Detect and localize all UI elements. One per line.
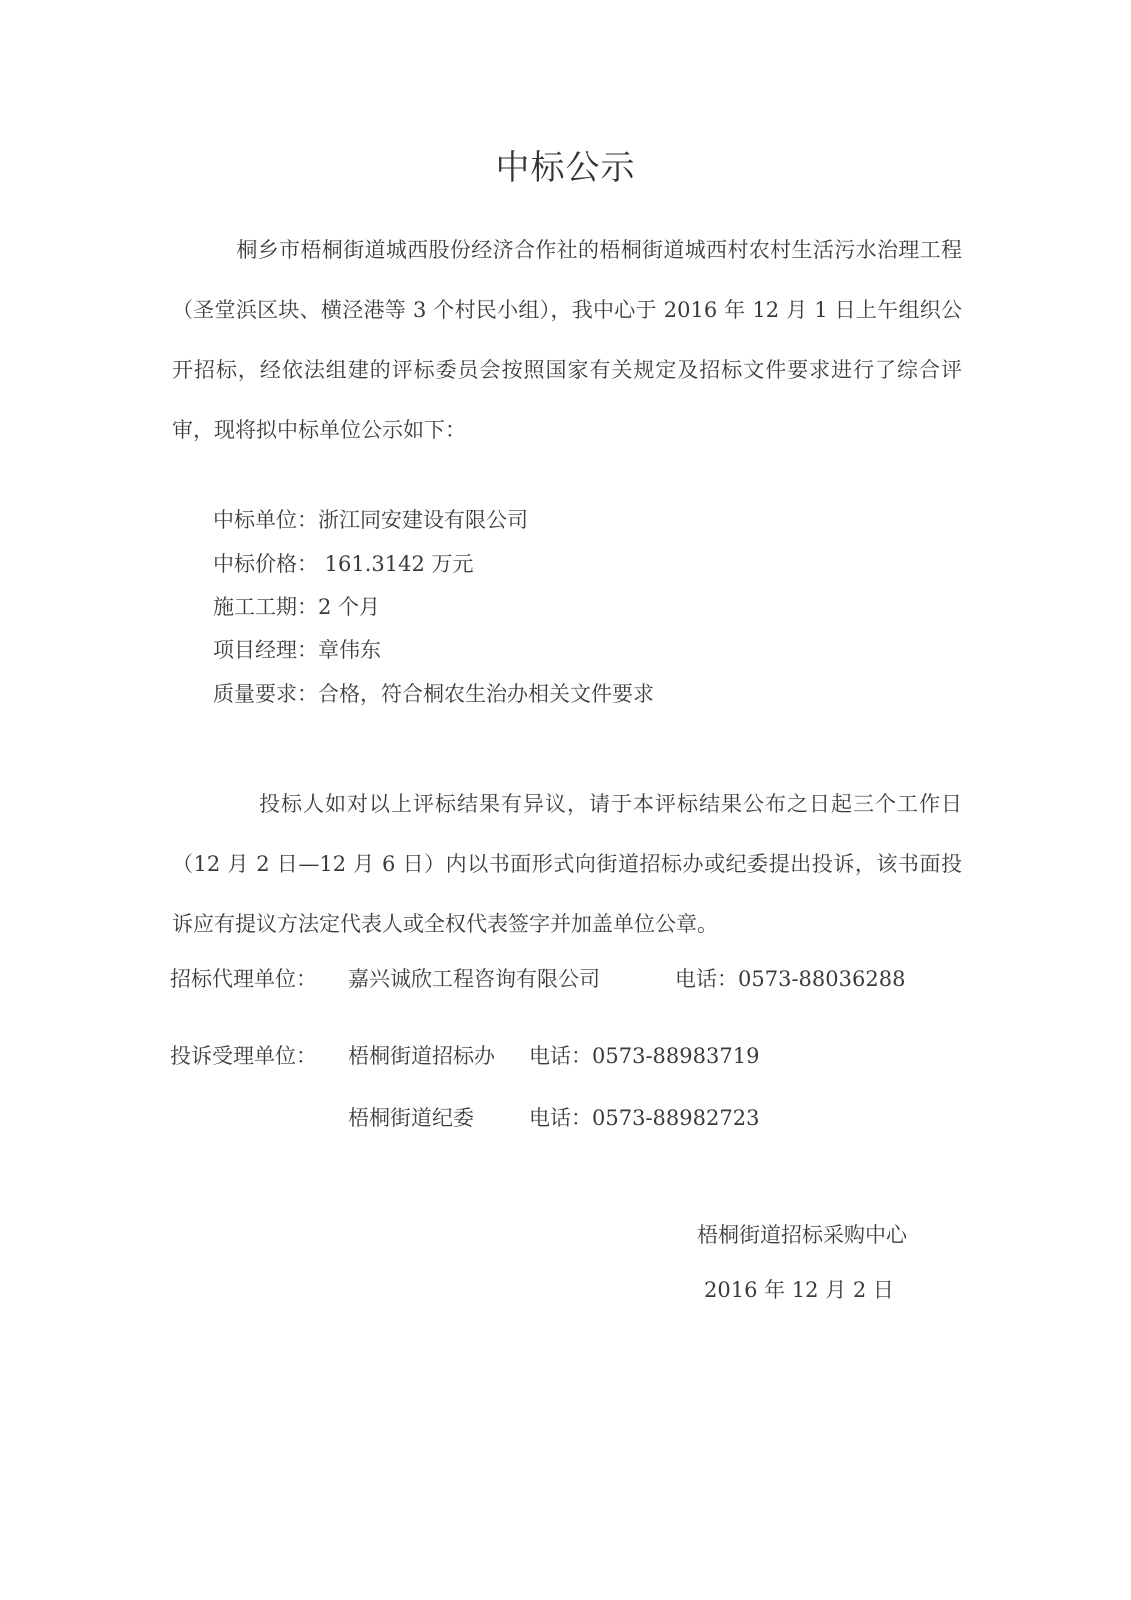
complaint-unit-name: 梧桐街道纪委	[348, 1106, 474, 1130]
complaint-unit-name: 梧桐街道招标办	[348, 1044, 495, 1068]
detail-label: 中标单位：	[213, 508, 318, 532]
objection-text: 投标人如对以上评标结果有异议，请于本评标结果公布之日起三个工作日（12 月 2 日—12 月 6 日）内以书面形式向街道招标办或纪委提出投诉，该书面投诉应有提议方法定代表人或全权代表签字并加盖单位公章。	[172, 792, 962, 936]
detail-row-price	[213, 548, 474, 578]
complaint-unit-phone: 电话：0573-88982723	[529, 1106, 760, 1130]
signature-org: 梧桐街道招标采购中心	[697, 1223, 907, 1247]
detail-value: 合格，符合桐农生治办相关文件要求	[318, 682, 654, 706]
detail-label: 施工工期：	[213, 595, 318, 619]
document-title: 中标公示	[495, 148, 636, 188]
complaint-label: 投诉受理单位：	[170, 1044, 317, 1068]
detail-value: 浙江同安建设有限公司	[318, 508, 528, 532]
agent-phone: 电话：0573-88036288	[675, 967, 906, 991]
detail-row-quality	[213, 678, 654, 708]
signature-date: 2016 年 12 月 2 日	[704, 1278, 894, 1302]
detail-value: 章伟东	[318, 638, 381, 662]
detail-label: 项目经理：	[213, 638, 318, 662]
detail-value: 2 个月	[318, 595, 381, 619]
detail-value: 161.3142 万元	[318, 552, 474, 576]
objection-paragraph	[172, 774, 962, 954]
detail-row-winner	[213, 504, 528, 534]
detail-label: 质量要求：	[213, 682, 318, 706]
intro-paragraph	[172, 220, 962, 460]
agent-label: 招标代理单位：	[170, 967, 317, 991]
detail-label: 中标价格：	[213, 552, 318, 576]
intro-text: 桐乡市梧桐街道城西股份经济合作社的梧桐街道城西村农村生活污水治理工程（圣堂浜区块、横泾港等 3 个村民小组），我中心于 2016 年 12 月 1 日上午组织公开招标，经依法组建的评标委员会按照国家有关规定及招标文件要求进行了综合评审，现将拟中标单位公示如下：	[172, 238, 962, 442]
detail-row-duration	[213, 591, 380, 621]
agent-name: 嘉兴诚欣工程咨询有限公司	[348, 967, 600, 991]
complaint-unit-phone: 电话：0573-88983719	[529, 1044, 760, 1068]
detail-row-manager	[213, 634, 381, 664]
